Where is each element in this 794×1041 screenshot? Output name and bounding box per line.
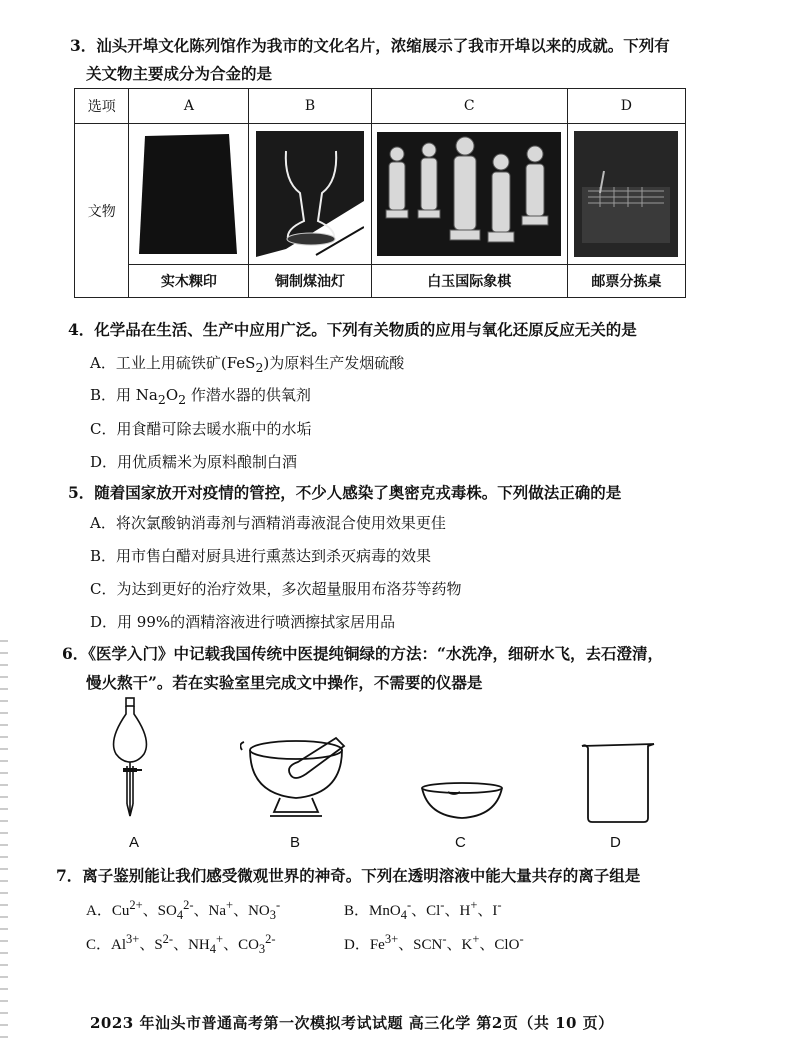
q4-option-c: C．用食醋可除去暖水瓶中的水垢: [90, 420, 312, 438]
q4-option-d: D．用优质糯米为原料酿制白酒: [90, 453, 298, 471]
q4-option-b: B．用 $Na_2O_2$ 作潜水器的供氧剂: [90, 386, 311, 407]
q3-number: 3．: [70, 36, 97, 55]
apparatus-b-label: B: [290, 834, 301, 851]
q6-number: 6．: [62, 644, 89, 663]
q7-option-a: A．$Cu^{2+}$、$SO_4^{2-}$、Na+、$NO_3^-$: [86, 898, 281, 922]
q5-number: 5．: [68, 483, 95, 502]
beaker-icon: [580, 742, 656, 826]
chess-pieces-icon: [377, 132, 561, 256]
wooden-mold-icon: [137, 132, 241, 256]
q7-option-d: D．$Fe^{3+}$、SCN-、K+、ClO-: [344, 932, 524, 953]
evaporating-dish-icon: [418, 780, 506, 822]
caption-c: 白玉国际象棋: [371, 265, 567, 298]
q7-stem-line: [56, 864, 640, 886]
q3-relics-table: [74, 88, 686, 298]
binding-margin-dots: [0, 640, 8, 1040]
q3-stem-line1: 汕头开埠文化陈列馆作为我市的文化名片，浓缩展示了我市开埠以来的成就。下列有: [96, 36, 670, 55]
relic-b-image: [249, 124, 371, 265]
col-a-label: A: [129, 89, 249, 124]
oil-lamp-icon: [256, 131, 364, 257]
q6-line1: [62, 642, 663, 664]
apparatus-d-label: D: [610, 834, 621, 851]
separatory-funnel-icon: [104, 696, 160, 820]
q4-number: 4．: [68, 320, 95, 339]
table-row-relics: 文物: [75, 124, 129, 298]
apparatus-a-label: A: [129, 834, 140, 851]
col-b-label: B: [249, 89, 371, 124]
relic-c-image: [371, 124, 567, 265]
q5-option-a: A．将次氯酸钠消毒剂与酒精消毒液混合使用效果更佳: [90, 514, 446, 532]
q3-stem-line2: 关文物主要成分为合金的是: [86, 64, 273, 83]
q7-option-b: B．MnO$_4$-、Cl-、H+、I-: [344, 898, 502, 922]
q7-option-c: C．$Al^{3+}$、$S^{2-}$、$NH_4^+$、$CO_3^{2-}$: [86, 932, 276, 956]
relic-a-image: [129, 124, 249, 265]
page-footer: 2023 年汕头市普通高考第一次模拟考试试题 高三化学 第2页（共 10 页）: [90, 1014, 614, 1032]
relic-d-image: [567, 124, 685, 265]
q6-stem-line1: 《医学入门》中记载我国传统中医提纯铜绿的方法：“水洗净，细研水飞，去石澄清，: [88, 644, 663, 663]
caption-d: 邮票分拣桌: [567, 265, 685, 298]
q5-option-c: C．为达到更好的治疗效果，多次超量服用布洛芬等药物: [90, 580, 462, 598]
q7-stem: 离子鉴别能让我们感受微观世界的神奇。下列在透明溶液中能大量共存的离子组是: [82, 866, 641, 885]
apparatus-c-label: C: [455, 834, 466, 851]
q5-option-b: B．用市售白醋对厨具进行熏蒸达到杀灭病毒的效果: [90, 547, 432, 565]
table-header-option: 选项: [75, 89, 129, 124]
q5-option-d: D．用 99%的酒精溶液进行喷洒擦拭家居用品: [90, 613, 396, 631]
q4-stem: 化学品在生活、生产中应用广泛。下列有关物质的应用与氧化还原反应无关的是: [94, 320, 637, 339]
q5-stem-line: [68, 481, 621, 503]
q4-stem-line: [68, 318, 637, 340]
sorting-table-icon: [574, 131, 678, 257]
col-d-label: D: [567, 89, 685, 124]
caption-b: 铜制煤油灯: [249, 265, 371, 298]
q6-stem-line2: 慢火熬干”。若在实验室里完成文中操作，不需要的仪器是: [86, 673, 483, 692]
q5-stem: 随着国家放开对疫情的管控，不少人感染了奥密克戎毒株。下列做法正确的是: [94, 483, 622, 502]
q4-option-a: A．工业上用硫铁矿(FeS$_2$)为原料生产发烟硫酸: [90, 354, 405, 375]
caption-a: 实木粿印: [129, 265, 249, 298]
q7-number: 7．: [56, 866, 83, 885]
mortar-pestle-icon: [240, 736, 350, 822]
q3-line1: [70, 34, 670, 56]
col-c-label: C: [371, 89, 567, 124]
